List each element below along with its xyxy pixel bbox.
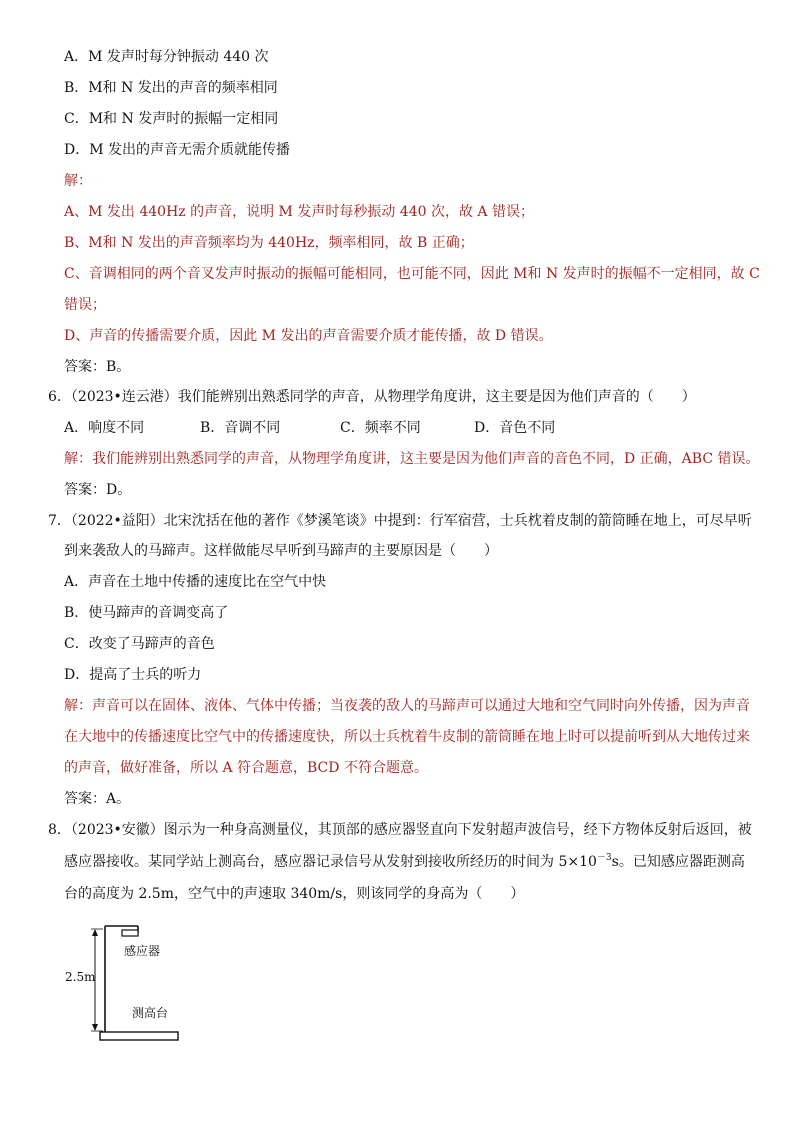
q5-answer: 答案：B。 [64, 359, 131, 375]
q7-stem-line: 7．（2022•益阳）北宋沈括在他的著作《梦溪笔谈》中提到：行军宿营，士兵枕着皮制的箭筒睡在地上，可尽早听 [48, 513, 752, 529]
dimension-arrow-bottom [92, 1024, 98, 1031]
q5-explain-line: A、M 发出 440Hz 的声音，说明 M 发声时每秒振动 440 次，故 A 错误； [64, 204, 534, 220]
height-label: 2.5m [65, 970, 96, 984]
q8-exponent: －3 [596, 853, 612, 863]
q5-explain-line: D、声音的传播需要介质，因此 M 发出的声音需要介质才能传播，故 D 错误。 [64, 328, 553, 344]
q8-stem-line: 台的高度为 2.5m，空气中的声速取 340m/s，则该同学的身高为（ ） [64, 886, 525, 902]
q5-option-d: D．M 发出的声音无需介质就能传播 [64, 142, 291, 158]
q5-explain-line: 错误； [64, 297, 106, 313]
sensor-label: 感应器 [124, 944, 161, 958]
q8-stem-text: 感应器接收。某同学站上测高台，感应器记录信号从发射到接收所经历的时间为 5×10 [64, 854, 597, 870]
q7-stem-line: 到来袭敌人的马蹄声。这样做能尽早听到马蹄声的主要原因是（ ） [64, 543, 498, 559]
q7-answer: 答案：A。 [64, 791, 131, 807]
platform-base [100, 1032, 178, 1040]
q7-option-a: A．声音在土地中传播的速度比在空气中快 [64, 574, 327, 590]
q6-option-a: A．响度不同 [64, 420, 145, 436]
q5-jie-label: 解： [64, 173, 92, 189]
q8-stem-text: s。已知感应器距测高 [611, 854, 745, 870]
sensor-box [122, 930, 138, 936]
q8-stem-line [64, 853, 745, 873]
q6-option-b: B．音调不同 [200, 420, 281, 436]
q7-explain-line: 解：声音可以在固体、液体、气体中传播；当夜袭的敌人的马蹄声可以通过大地和空气同时向外传播，因为声音 [64, 698, 750, 714]
q6-option-c: C．频率不同 [340, 420, 421, 436]
q7-option-d: D．提高了士兵的听力 [64, 667, 202, 683]
q7-explain-line: 的声音，做好准备，所以 A 符合题意，BCD 不符合题意。 [64, 760, 428, 776]
q6-explain: 解：我们能辨别出熟悉同学的声音，从物理学角度讲，这主要是因为他们声音的音色不同，D 正确，ABC 错误。 [64, 451, 760, 467]
q5-option-a: A．M 发声时每分钟振动 440 次 [64, 49, 269, 65]
q7-option-b: B．使马蹄声的音调变高了 [64, 605, 229, 621]
q7-explain-line: 在大地中的传播速度比空气中的传播速度快，所以士兵枕着牛皮制的箭筒睡在地上时可以提前听到从大地传过来 [64, 729, 750, 745]
platform-label: 测高台 [132, 1006, 169, 1020]
dimension-arrow-top [92, 929, 98, 936]
q6-stem: 6．（2023•连云港）我们能辨别出熟悉同学的声音，从物理学角度讲，这主要是因为他们声音的（ ） [48, 389, 696, 405]
q7-option-c: C．改变了马蹄声的音色 [64, 636, 215, 652]
q5-option-b: B．M和 N 发出的声音的频率相同 [64, 80, 278, 96]
q5-explain-line: C、音调相同的两个音叉发声时振动的振幅可能相同，也可能不同，因此 M和 N 发声时的振幅不一定相同，故 C [64, 266, 760, 282]
q6-answer: 答案：D。 [64, 482, 132, 498]
q6-option-d: D．音色不同 [474, 420, 556, 436]
height-meter-figure [64, 918, 204, 1048]
q8-stem-line: 8．（2023•安徽）图示为一种身高测量仪，其顶部的感应器竖直向下发射超声波信号，经下方物体反射后返回，被 [48, 822, 752, 838]
q5-option-c: C．M和 N 发声时的振幅一定相同 [64, 111, 279, 127]
q5-explain-line: B、M和 N 发出的声音频率均为 440Hz，频率相同，故 B 正确； [64, 235, 474, 251]
